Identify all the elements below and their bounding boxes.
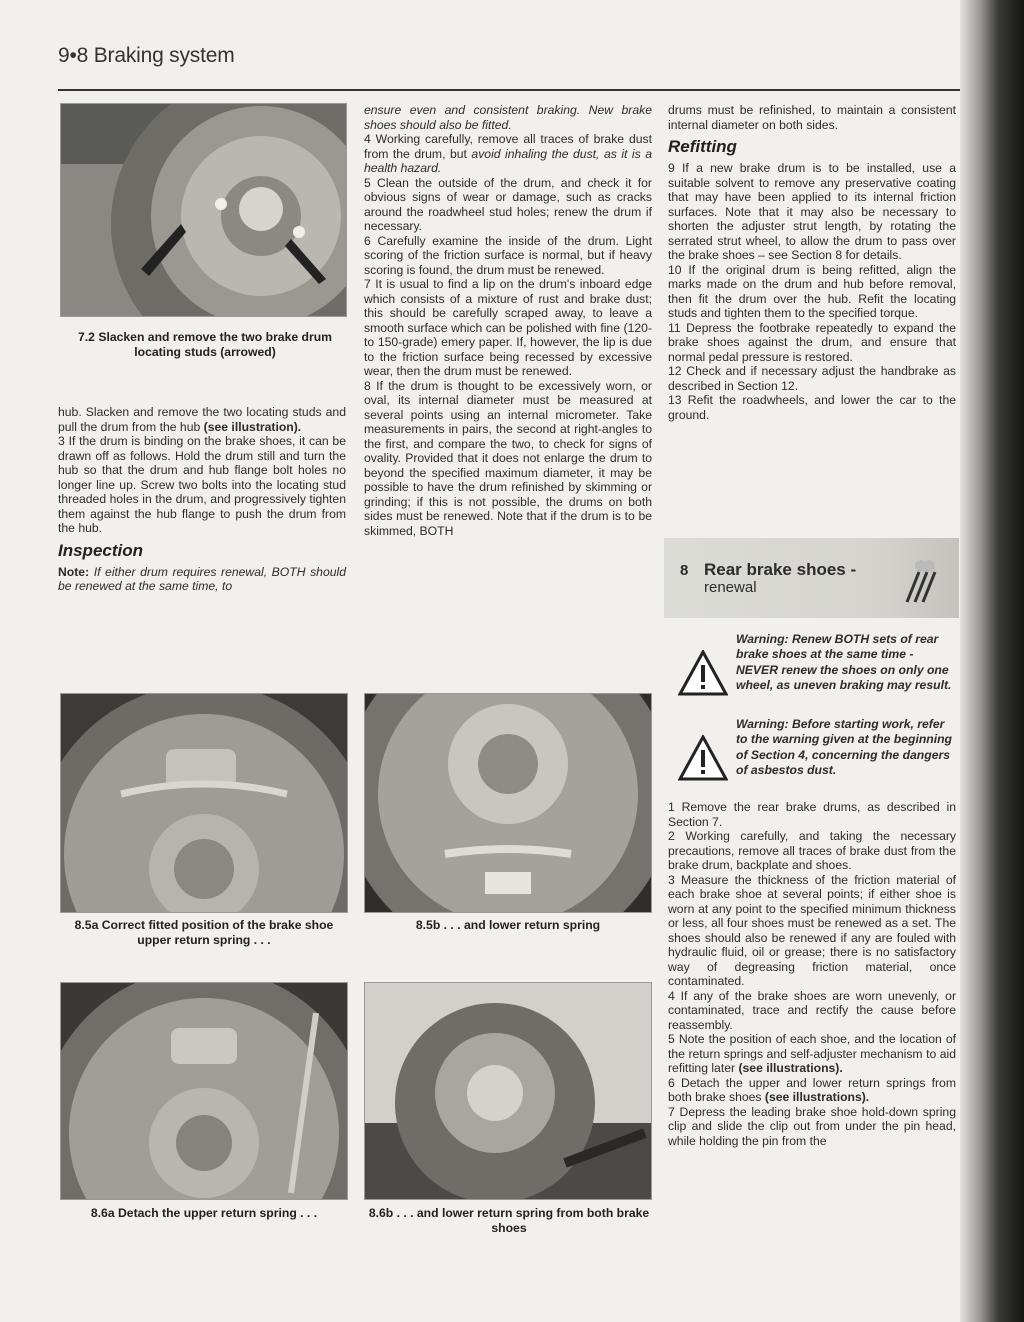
col3b-para4: 4 If any of the brake shoes are worn unevenly, or contaminated, trace and rectify the cause before reassembly. bbox=[668, 988, 956, 1032]
caption-8-6a: 8.6a Detach the upper return spring . . . bbox=[90, 1206, 318, 1220]
col3b-para3: 3 Measure the thickness of the friction material of each brake shoe at several points; if either shoe is worn at any point to the specified minimum thickness or less, all four shoes must be renewed as a set. The shoes should also be renewed if any are fouled with hydraulic fluid, oil or grease; there is no satisfactory way of degreasing friction material, once contaminated. bbox=[668, 872, 956, 988]
header-rule bbox=[58, 89, 960, 91]
photo-8-6b bbox=[364, 982, 652, 1200]
page-header: 9•8 Braking system bbox=[58, 44, 235, 67]
col3-para13: 13 Refit the roadwheels, and lower the car to the ground. bbox=[668, 393, 956, 422]
col2-para8: 8 If the drum is thought to be excessively worn, or oval, its internal diameter must be measured at several points using an internal micrometer. Take measurements in pairs, the second at right-angles to the first, and compare the two, to check for signs of ovality. Provided that it does not enlarge the drum to beyond the specified maximum diameter, it may be possible to have the drum refinished by skimming or grinding; if this is not possible, the drums on both sides must be renewed. Note that if the drum is to be skimmed, BOTH bbox=[364, 378, 652, 538]
col2-para4-text: 4 Working carefully, remove all traces of brake dust from the drum, but bbox=[364, 132, 652, 161]
col3-para9: 9 If a new brake drum is to be installed, use a suitable solvent to remove any preservative coating that may have been applied to its internal friction surfaces. Note that it may also be necessary to shorten the adjuster strut length, by rotating the serrated strut wheel, to allow the drum to pass over the brake shoes – see Section 8 for details. bbox=[668, 161, 956, 262]
col3-para10: 10 If the original drum is being refitted, align the marks made on the drum and hub before removal, then fit the drum over the hub. Refit the locating studs and tighten them to the specified torque. bbox=[668, 262, 956, 320]
warning-1-text: Warning: Renew BOTH sets of rear brake shoes at the same time - NEVER renew the shoes on only one wheel, as uneven braking may result. bbox=[736, 632, 952, 693]
col1-para1-text: hub. Slacken and remove the two locating studs and pull the drum from the hub bbox=[58, 405, 346, 434]
caption-7-2: 7.2 Slacken and remove the two brake drum locating studs (arrowed) bbox=[78, 330, 332, 359]
col3b-para6-ref: (see illustrations). bbox=[764, 1090, 870, 1104]
photo-8-6a bbox=[60, 982, 348, 1200]
col2-para0: ensure even and consistent braking. New brake shoes should also be fitted. bbox=[364, 103, 652, 132]
warning-triangle-icon bbox=[678, 735, 728, 781]
col2-para4-italic: avoid inhaling the dust, as it is a health hazard. bbox=[364, 146, 652, 175]
col1-para3: 3 If the drum is binding on the brake shoes, it can be drawn off as follows. Hold the drum still and turn the hub so that the drum and hub flange bolt holes no longer line up. Screw two bolts into the locating stud threaded holes in the drum, and progressively tighten them against the hub flange to push the drum from the hub. bbox=[58, 434, 346, 535]
column-1 bbox=[58, 405, 346, 594]
heading-inspection: Inspection bbox=[58, 540, 144, 560]
col3-para0: drums must be refinished, to maintain a consistent internal diameter on both sides. bbox=[668, 103, 956, 132]
caption-8-5a: 8.5a Correct fitted position of the brake shoe upper return spring . . . bbox=[74, 918, 334, 947]
warning-triangle-icon bbox=[678, 650, 728, 696]
photo-8-5b bbox=[364, 693, 652, 913]
note-label: Note: bbox=[58, 564, 94, 579]
note-text: If either drum requires renewal, BOTH should be renewed at the same time, to bbox=[58, 564, 346, 593]
col3b-para2: 2 Working carefully, and taking the necessary precautions, remove all traces of brake dust from the brake drum, backplate and shoes. bbox=[668, 829, 956, 872]
col1-para1-ref: (see illustration). bbox=[203, 419, 302, 434]
heading-refitting: Refitting bbox=[668, 137, 737, 156]
spanner-rating-icon bbox=[899, 552, 939, 606]
section-subtitle: renewal bbox=[704, 579, 757, 596]
col3-para12: 12 Check and if necessary adjust the handbrake as described in Section 12. bbox=[668, 364, 956, 393]
photo-7-2 bbox=[60, 103, 347, 317]
warning-2-text: Warning: Before starting work, refer to the warning given at the beginning of Section 4, concerning the dangers of asbestos dust. bbox=[736, 717, 952, 778]
section-8-header bbox=[664, 538, 959, 618]
col3b-para7: 7 Depress the leading brake shoe hold-down spring clip and slide the clip out from under the pin head, while holding the pin from the bbox=[668, 1104, 956, 1148]
column-3 bbox=[668, 103, 956, 422]
col2-para7: 7 It is usual to find a lip on the drum's inboard edge which consists of a mixture of rust and brake dust; this should be carefully scraped away, to leave a smooth surface which can be polished with fine (120- to 150-grade) emery paper. If, however, the lip is due to the friction surface being recessed by excessive wear, then the drum must be renewed. bbox=[364, 277, 652, 378]
col3-para11: 11 Depress the footbrake repeatedly to expand the brake shoes against the drum, and ensure that normal pedal pressure is restored. bbox=[668, 320, 956, 364]
caption-8-6b: 8.6b . . . and lower return spring from both brake shoes bbox=[368, 1206, 650, 1235]
col3b-para1: 1 Remove the rear brake drums, as described in Section 7. bbox=[668, 800, 956, 829]
warning-2 bbox=[664, 717, 959, 799]
section-number: 8 bbox=[680, 562, 689, 579]
col2-para5: 5 Clean the outside of the drum, and check it for obvious signs of wear or damage, such as cracks around the roadwheel stud holes; renew the drum if necessary. bbox=[364, 175, 652, 233]
col3b-para6-text: 6 Detach the upper and lower return springs from both brake shoes bbox=[668, 1075, 956, 1104]
warning-1 bbox=[664, 632, 959, 714]
col3b-para5-text: 5 Note the position of each shoe, and the location of the return springs and self-adjuster mechanism to aid refitting later bbox=[668, 1032, 956, 1075]
column-2 bbox=[364, 103, 652, 538]
col3b-para5-ref: (see illustrations). bbox=[738, 1061, 843, 1075]
col2-para6: 6 Carefully examine the inside of the drum. Light scoring of the friction surface is normal, but if heavy scoring is found, the drum must be renewed. bbox=[364, 233, 652, 277]
book-spine-shadow bbox=[960, 0, 1024, 1322]
section-title: Rear brake shoes - bbox=[704, 560, 857, 579]
column-3-lower bbox=[668, 800, 956, 1148]
photo-8-5a bbox=[60, 693, 348, 913]
caption-8-5b: 8.5b . . . and lower return spring bbox=[415, 918, 601, 932]
